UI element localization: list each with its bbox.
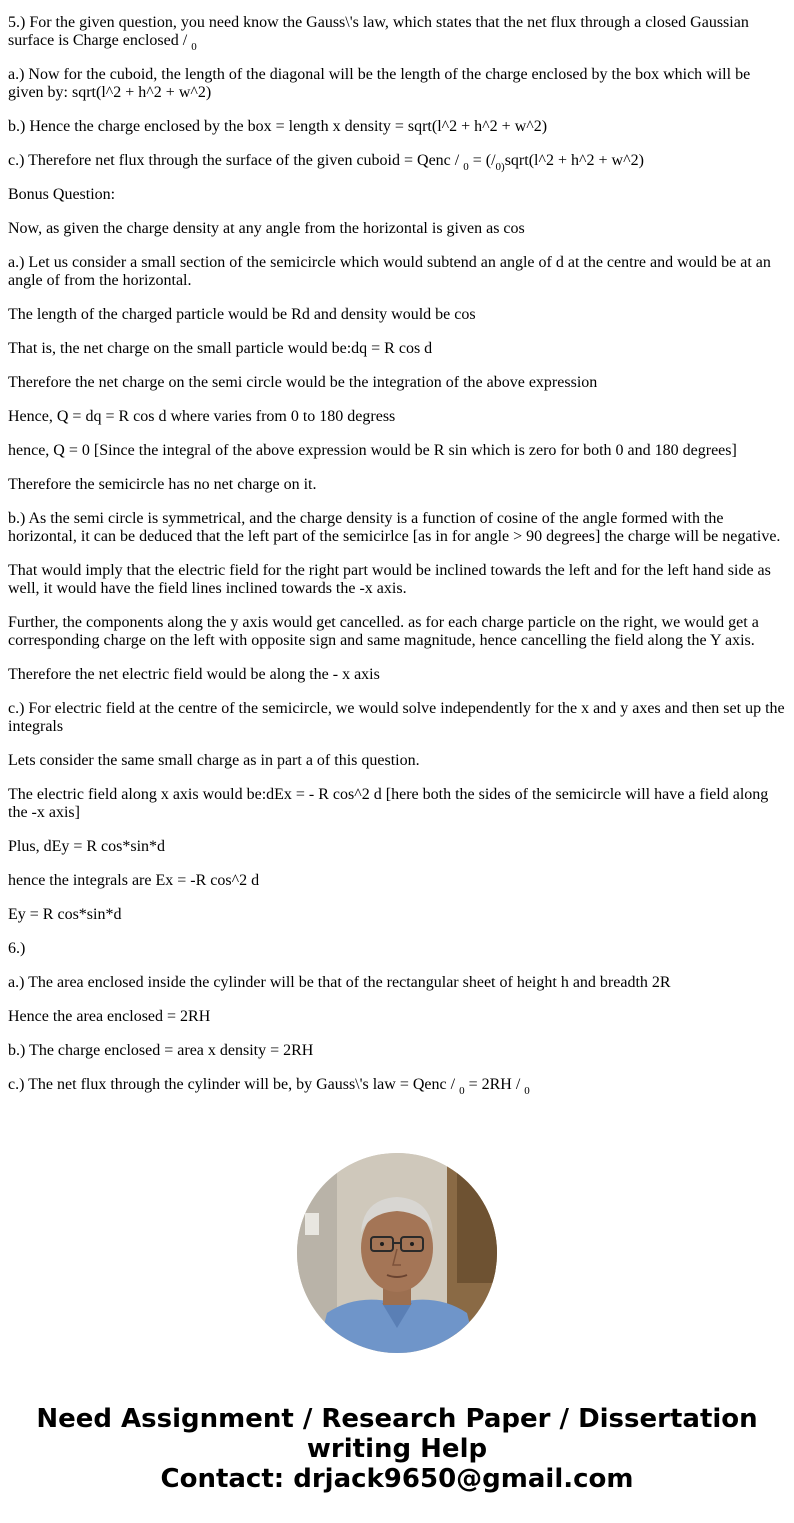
subscript: 0 xyxy=(524,1085,530,1097)
paragraph xyxy=(8,1008,786,1026)
paragraph xyxy=(8,614,786,650)
paragraph-text: Hence the area enclosed = 2RH xyxy=(8,1008,211,1025)
paragraph xyxy=(8,940,786,958)
footer-contact-line: Contact: drjack9650@gmail.com xyxy=(160,1464,634,1494)
paragraph xyxy=(8,562,786,598)
paragraph xyxy=(8,186,786,204)
paragraph-text: Hence, Q = dq = R cos d where varies from 0 to 180 degress xyxy=(8,408,396,425)
paragraph-text: Bonus Question: xyxy=(8,186,116,203)
paragraph-text: The electric field along x axis would be:dEx = - R cos^2 d [here both the sides of the semicircle will have a field along the -x axis] xyxy=(8,786,769,821)
paragraph-text: Now, as given the charge density at any angle from the horizontal is given as cos xyxy=(8,220,525,237)
paragraph xyxy=(8,442,786,460)
paragraph-text: Further, the components along the y axis would get cancelled. as for each charge particle on the right, we would get a corresponding charge on the left with opposite sign and same magnitude, hence cancelling the field along the Y axis. xyxy=(8,614,759,649)
paragraph-text: c.) Therefore net flux through the surface of the given cuboid = Qenc / xyxy=(8,152,464,169)
paragraph xyxy=(8,1042,786,1060)
paragraph xyxy=(8,510,786,546)
answer-document xyxy=(8,14,786,1110)
avatar-portrait-image xyxy=(297,1153,497,1353)
paragraph xyxy=(8,752,786,770)
paragraph-text: Lets consider the same small charge as in part a of this question. xyxy=(8,752,420,769)
paragraph xyxy=(8,666,786,684)
paragraph-text: b.) Hence the charge enclosed by the box = length x density = sqrt(l^2 + h^2 + w^2) xyxy=(8,118,548,135)
paragraph-text: hence, Q = 0 [Since the integral of the above expression would be R sin which is zero for both 0 and 180 degrees] xyxy=(8,442,737,459)
paragraph xyxy=(8,974,786,992)
paragraph xyxy=(8,838,786,856)
author-avatar xyxy=(297,1153,497,1353)
paragraph-text: Therefore the net charge on the semi circle would be the integration of the above expression xyxy=(8,374,598,391)
paragraph-text: a.) The area enclosed inside the cylinder will be that of the rectangular sheet of height h and breadth 2R xyxy=(8,974,671,991)
paragraph-text: = 2RH / xyxy=(464,1076,525,1093)
paragraph-text: a.) Let us consider a small section of the semicircle which would subtend an angle of d at the centre and would be at an angle of from the horizontal. xyxy=(8,254,771,289)
paragraph-text: c.) The net flux through the cylinder will be, by Gauss\'s law = Qenc / xyxy=(8,1076,460,1093)
paragraph xyxy=(8,118,786,136)
paragraph xyxy=(8,786,786,822)
paragraph-text: sqrt(l^2 + h^2 + w^2) xyxy=(504,152,644,169)
paragraph xyxy=(8,306,786,324)
paragraph xyxy=(8,152,786,173)
paragraph xyxy=(8,700,786,736)
paragraph-text: 5.) For the given question, you need know the Gauss\'s law, which states that the net flux through a closed Gaussian surface is Charge enclosed / xyxy=(8,14,749,49)
paragraph-text: That would imply that the electric field for the right part would be inclined towards the left and for the left hand side as well, it would have the field lines inclined towards the -x axis. xyxy=(8,562,771,597)
subscript: 0 xyxy=(459,1085,465,1097)
paragraph xyxy=(8,66,786,102)
subscript: 0 xyxy=(463,161,469,173)
paragraph-text: Plus, dEy = R cos*sin*d xyxy=(8,838,166,855)
paragraph-text: Therefore the semicircle has no net charge on it. xyxy=(8,476,317,493)
promo-footer xyxy=(0,1404,794,1494)
paragraph xyxy=(8,1076,786,1097)
subscript: 0 xyxy=(191,41,197,53)
footer-help-line: Need Assignment / Research Paper / Dissertation writing Help xyxy=(36,1404,758,1464)
paragraph xyxy=(8,872,786,890)
paragraph-text: b.) The charge enclosed = area x density = 2RH xyxy=(8,1042,314,1059)
paragraph xyxy=(8,14,786,53)
paragraph-text: Ey = R cos*sin*d xyxy=(8,906,122,923)
paragraph-text: hence the integrals are Ex = -R cos^2 d xyxy=(8,872,260,889)
paragraph xyxy=(8,220,786,238)
paragraph xyxy=(8,340,786,358)
paragraph xyxy=(8,408,786,426)
paragraph-text: The length of the charged particle would be Rd and density would be cos xyxy=(8,306,476,323)
paragraph-text: = (/ xyxy=(468,152,496,169)
subscript: 0) xyxy=(495,161,505,173)
paragraph xyxy=(8,476,786,494)
paragraph-text: 6.) xyxy=(8,940,26,957)
paragraph-text: That is, the net charge on the small particle would be:dq = R cos d xyxy=(8,340,433,357)
paragraph xyxy=(8,374,786,392)
paragraph-text: a.) Now for the cuboid, the length of the diagonal will be the length of the charge enclosed by the box which will be given by: sqrt(l^2 + h^2 + w^2) xyxy=(8,66,751,101)
paragraph-text: Therefore the net electric field would be along the - x axis xyxy=(8,666,380,683)
paragraph-text: b.) As the semi circle is symmetrical, and the charge density is a function of cosine of the angle formed with the horizontal, it can be deduced that the left part of the semicirlce [as in for angle > 90 degrees] the charge will be negative. xyxy=(8,510,781,545)
paragraph xyxy=(8,906,786,924)
paragraph xyxy=(8,254,786,290)
paragraph-text: c.) For electric field at the centre of the semicircle, we would solve independently for the x and y axes and then set up the integrals xyxy=(8,700,785,735)
